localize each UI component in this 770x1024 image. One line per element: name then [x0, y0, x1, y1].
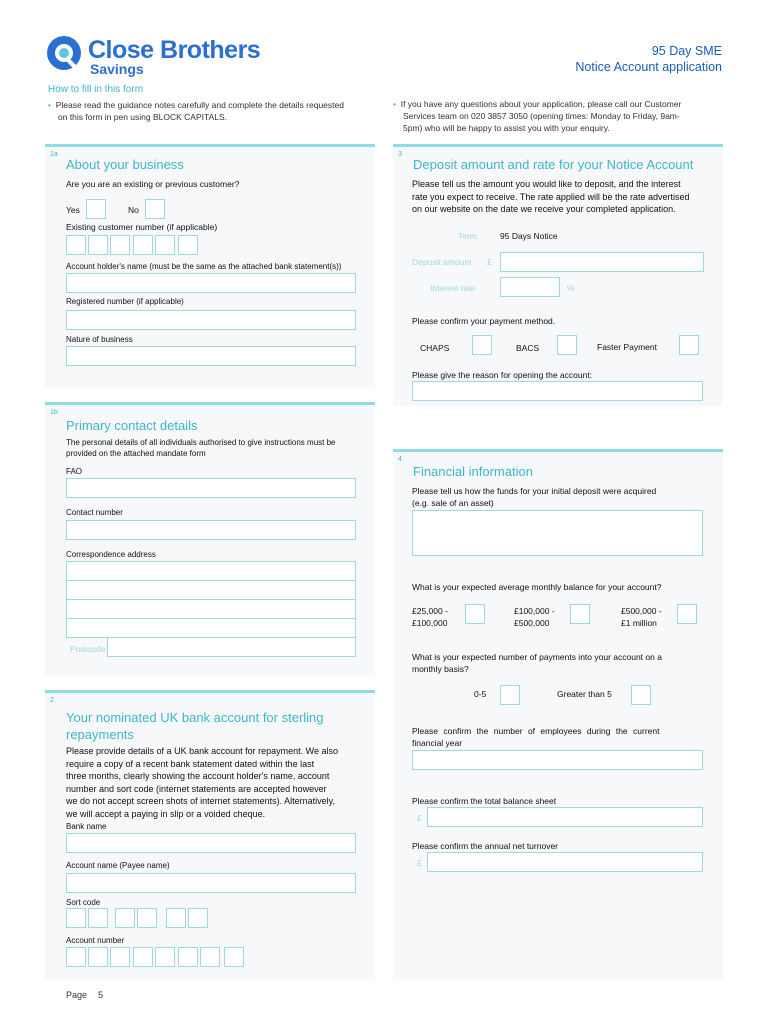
page-number: 5	[98, 990, 104, 1000]
howto-heading: How to fill in this form	[48, 84, 144, 95]
brand-sub: Savings	[90, 61, 144, 77]
intro-left-line1: Please read the guidance notes carefully and complete the details requested	[55, 100, 344, 110]
account-number-digit[interactable]	[155, 947, 175, 967]
postcode-field[interactable]	[107, 637, 356, 657]
term-label: Term	[458, 231, 477, 241]
address-line-2[interactable]	[66, 580, 356, 600]
deposit-label: Deposit amount	[412, 257, 472, 267]
funds-field[interactable]	[412, 510, 703, 556]
customer-number-digit[interactable]	[178, 235, 198, 255]
address-line-3[interactable]	[66, 599, 356, 619]
fao-label: FAO	[66, 467, 83, 476]
employees-field[interactable]	[412, 750, 703, 770]
customer-number-digit[interactable]	[110, 235, 130, 255]
address-line-4[interactable]	[66, 618, 356, 638]
intro-right-line2: Services team on 020 3857 3050 (opening times: Monday to Friday, 9am-	[403, 111, 680, 121]
deposit-line: rate you expect to receive. The rate applied will be the rate advertised	[412, 191, 690, 202]
turnover-label: Please confirm the annual net turnover	[412, 841, 559, 851]
intro-left-line2: on this form in pen using BLOCK CAPITALS.	[58, 112, 227, 122]
payments-question-line2: monthly basis?	[412, 664, 469, 674]
account-number-digit[interactable]	[66, 947, 86, 967]
sort-code-digit[interactable]	[88, 908, 108, 928]
holder-name-field[interactable]	[66, 273, 356, 293]
bacs-checkbox[interactable]	[557, 335, 577, 355]
band2-checkbox[interactable]	[570, 604, 590, 624]
section-title: Deposit amount and rate for your Notice Account	[413, 157, 694, 172]
section-title: Financial information	[413, 464, 533, 479]
section-number: 2	[50, 697, 54, 704]
postcode-label: Postcode	[70, 644, 106, 654]
band3-checkbox[interactable]	[677, 604, 697, 624]
account-number-digit[interactable]	[200, 947, 220, 967]
payments-question-line1: What is your expected number of payments into your account on a	[412, 652, 662, 662]
contact-number-label: Contact number	[66, 508, 123, 517]
contact-number-field[interactable]	[66, 520, 356, 540]
brand-logo-icon	[45, 34, 83, 72]
sort-code-digit[interactable]	[166, 908, 186, 928]
chaps-label: CHAPS	[420, 343, 450, 353]
nature-field[interactable]	[66, 346, 356, 366]
customer-number-digit[interactable]	[155, 235, 175, 255]
account-number-label: Account number	[66, 936, 125, 945]
band1-checkbox[interactable]	[465, 604, 485, 624]
balance-question: What is your expected average monthly balance for your account?	[412, 582, 662, 592]
payee-field[interactable]	[66, 873, 356, 893]
reason-label: Please give the reason for opening the account:	[412, 370, 593, 380]
no-checkbox[interactable]	[145, 199, 165, 219]
payments-opt-b-checkbox[interactable]	[631, 685, 651, 705]
bank-account-instructions	[66, 745, 358, 820]
band3-line2: £1 million	[621, 618, 657, 628]
instructions-line: three months, clearly showing the account holder's name, account	[66, 771, 330, 781]
employees-question-line2: financial year	[412, 738, 463, 748]
deposit-instructions	[412, 178, 712, 216]
bacs-label: BACS	[516, 343, 540, 353]
section-number: 1b	[50, 409, 58, 416]
section-title: About your business	[66, 157, 184, 172]
band2-line1: £100,000 -	[514, 606, 555, 616]
turnover-field[interactable]	[427, 852, 703, 872]
chaps-checkbox[interactable]	[472, 335, 492, 355]
section-number: 3	[398, 151, 402, 158]
intro-left-bullet: • Please read the guidance notes carefully and complete the details requested on this form in pen using BLOCK CAPITALS.	[48, 100, 344, 122]
bank-name-field[interactable]	[66, 833, 356, 853]
customer-number-digit[interactable]	[66, 235, 86, 255]
registered-number-field[interactable]	[66, 310, 356, 330]
customer-number-label: Existing customer number (if applicable)	[66, 222, 218, 232]
band1-line1: £25,000 -	[412, 606, 448, 616]
instructions-line: number and sort code (internet statements are accepted however	[66, 783, 327, 794]
intro-right-line1: If you have any questions about your application, please call our Customer	[400, 99, 682, 109]
sort-code-digit[interactable]	[188, 908, 208, 928]
band2-line2: £500,000	[514, 618, 550, 628]
deposit-line: on our website on the date we receive your completed application.	[412, 204, 676, 214]
fao-field[interactable]	[66, 478, 356, 498]
holder-name-label: Account holder's name (must be the same as the attached bank statement(s))	[66, 262, 342, 271]
address-label: Correspondence address	[66, 550, 156, 559]
section-number: 1a	[50, 151, 58, 158]
nature-label: Nature of business	[66, 335, 133, 344]
sort-code-digit[interactable]	[66, 908, 86, 928]
existing-customer-question: Are you are an existing or previous customer?	[66, 179, 240, 189]
payment-method-question: Please confirm your payment method.	[412, 316, 556, 326]
section-title-line2: repayments	[66, 727, 134, 742]
customer-number-digit[interactable]	[88, 235, 108, 255]
contact-note-2: provided on the attached mandate form	[66, 449, 206, 458]
form-title-line1: 95 Day SME	[651, 44, 722, 58]
section-title-line1: Your nominated UK bank account for sterling	[66, 710, 324, 725]
instructions-line: we will accept a paying in slip or a voided cheque.	[66, 808, 266, 819]
account-number-digit[interactable]	[88, 947, 108, 967]
account-number-digit[interactable]	[224, 947, 244, 967]
balance-sheet-currency: £	[417, 813, 422, 823]
registered-number-label: Registered number (if applicable)	[66, 297, 184, 306]
faster-payment-label: Faster Payment	[597, 342, 657, 352]
rate-label: Interest rate	[430, 283, 476, 293]
section-number: 4	[398, 456, 402, 463]
brand-name: Close Brothers	[88, 36, 261, 64]
contact-note-1: The personal details of all individuals authorised to give instructions must be	[66, 438, 336, 447]
account-number-digit[interactable]	[110, 947, 130, 967]
instructions-line: Please provide details of a UK bank account for repayment. We also	[66, 746, 338, 756]
deposit-amount-field[interactable]	[500, 252, 704, 272]
yes-checkbox[interactable]	[86, 199, 106, 219]
band3-line1: £500,000 -	[621, 606, 662, 616]
term-value: 95 Days Notice	[500, 231, 558, 241]
sort-code-label: Sort code	[66, 898, 101, 907]
instructions-line: require a copy of a recent bank statement dated within the last	[66, 758, 315, 769]
no-label: No	[128, 205, 139, 215]
balance-sheet-field[interactable]	[427, 807, 703, 827]
funds-question-line2: (e.g. sale of an asset)	[412, 498, 494, 508]
section-title: Primary contact details	[66, 418, 198, 433]
faster-payment-checkbox[interactable]	[679, 335, 699, 355]
instructions-line: we do not accept screen shots of internet statements). Alternatively,	[66, 796, 335, 806]
band1-line2: £100,000	[412, 618, 448, 628]
form-title-line2: Notice Account application	[575, 60, 722, 74]
payments-opt-a-checkbox[interactable]	[500, 685, 520, 705]
account-number-digit[interactable]	[178, 947, 198, 967]
intro-right-line3: 5pm) who will be happy to assist you with your enquiry.	[403, 123, 610, 133]
bank-name-label: Bank name	[66, 822, 107, 831]
payments-opt-b-label: Greater than 5	[557, 689, 612, 699]
customer-number-digit[interactable]	[133, 235, 153, 255]
percent-sign: %	[567, 283, 575, 293]
account-number-digit[interactable]	[133, 947, 153, 967]
employees-question-line1: Please confirm the number of employees during the current	[412, 726, 660, 736]
reason-field[interactable]	[412, 381, 703, 401]
balance-sheet-label: Please confirm the total balance sheet	[412, 796, 557, 806]
turnover-currency: £	[417, 858, 422, 868]
intro-right-bullet: • If you have any questions about your application, please call our Customer Services team on 020 3857 3050 (opening times: Monday to Friday, 9am- 5pm) who will be happy to assist you with your enquiry.	[393, 99, 682, 133]
deposit-line: Please tell us the amount you would like to deposit, and the interest	[412, 179, 681, 189]
page-label: Page	[66, 990, 88, 1000]
payee-label: Account name (Payee name)	[66, 861, 170, 870]
payments-opt-a-label: 0-5	[474, 689, 487, 699]
interest-rate-field[interactable]	[500, 277, 560, 297]
yes-label: Yes	[66, 205, 80, 215]
deposit-currency: £	[487, 257, 492, 267]
address-line-1[interactable]	[66, 561, 356, 581]
sort-code-digit[interactable]	[115, 908, 135, 928]
funds-question-line1: Please tell us how the funds for your initial deposit were acquired	[412, 486, 657, 496]
sort-code-digit[interactable]	[137, 908, 157, 928]
